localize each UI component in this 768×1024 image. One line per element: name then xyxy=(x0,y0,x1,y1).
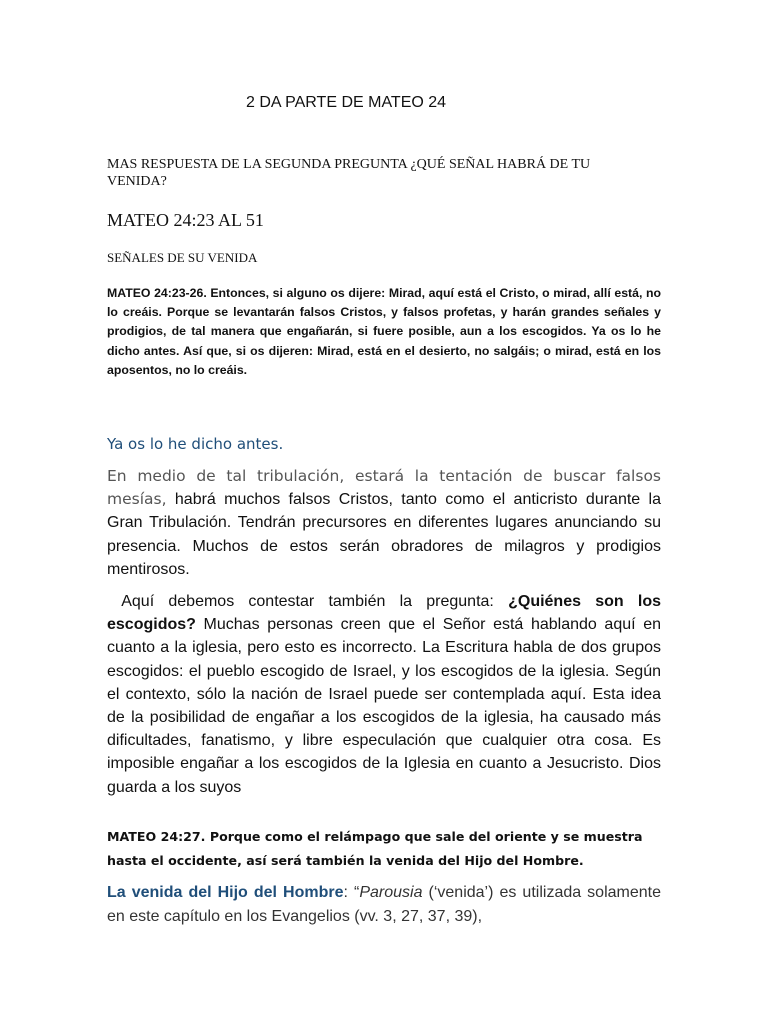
paragraph-2-rest: Muchas personas creen que el Señor está hablando aquí en cuanto a la iglesia, pero esto es incorrecto. La Escritura habla de dos grupos escogidos: el pueblo escogido de Israel, y los escogidos de la iglesia. Según el contexto, sólo la nación de Israel puede ser contemplada aquí. Esta idea de la posibilidad de engañar a los escogidos de la iglesia, ha causado más dificultades, fanatismo, y libre especulación que cualquier otra cosa. Es imposible engañar a los escogidos de la Iglesia en cuanto a Jesucristo. Dios guarda a los suyos xyxy=(107,616,661,796)
paragraph-1 xyxy=(107,465,661,581)
paragraph-2-intro: Aquí debemos contestar también la pregunta: xyxy=(121,593,509,610)
document-title: 2 DA PARTE DE MATEO 24 xyxy=(246,94,447,111)
verse-block-1 xyxy=(107,284,661,380)
paragraph-3 xyxy=(107,881,661,929)
verse-text-1: . Entonces, si alguno os dijere: Mirad, aquí está el Cristo, o mirad, allí está, no lo creáis. Porque se levantarán falsos Cristos, y falsos profetas, y harán grandes señales y prodigios, de tal manera que engañarán, si fuere posible, aun a los escogidos. Ya os lo he dicho antes. Así que, si os dijeren: Mirad, está en el desierto, no salgáis; o mirad, está en los aposentos, no lo creáis. xyxy=(107,286,661,377)
paragraph-2-question: ¿Quiénes son los escogidos? xyxy=(107,593,662,634)
passage-heading: MATEO 24:23 AL 51 xyxy=(107,210,264,230)
paragraph-3-term: Parousia xyxy=(359,884,423,901)
verse-ref-1: MATEO 24:23-26 xyxy=(107,286,204,300)
verse-block-2: MATEO 24:27. Porque como el relámpago que sale del oriente y se muestra hasta el occidente, así será también la venida del Hijo del Hombre. xyxy=(107,829,643,868)
subheading: Ya os lo he dicho antes. xyxy=(107,435,284,453)
document-subtitle: MAS RESPUESTA DE LA SEGUNDA PREGUNTA ¿QUÉ SEÑAL HABRÁ DE TU VENIDA? xyxy=(107,157,591,189)
paragraph-1-rest: habrá muchos falsos Cristos, tanto como el anticristo durante la Gran Tribulación. Tendrán precursores en diferentes lugares anunciando su presencia. Muchos de estos serán obradores de milagros y prodigios mentirosos. xyxy=(107,491,661,578)
paragraph-3-heading: La venida del Hijo del Hombre xyxy=(107,884,344,901)
paragraph-1-lead: En medio de tal tribulación, estará la tentación de buscar falsos mesías, xyxy=(107,467,661,509)
paragraph-3-sep: : “ xyxy=(343,884,360,901)
paragraph-2 xyxy=(107,590,661,799)
paragraph-3-rest: (‘venida’) es utilizada solamente en este capítulo en los Evangelios (vv. 3, 27, 37, 39), xyxy=(107,884,662,925)
section-heading: SEÑALES DE SU VENIDA xyxy=(107,250,258,265)
